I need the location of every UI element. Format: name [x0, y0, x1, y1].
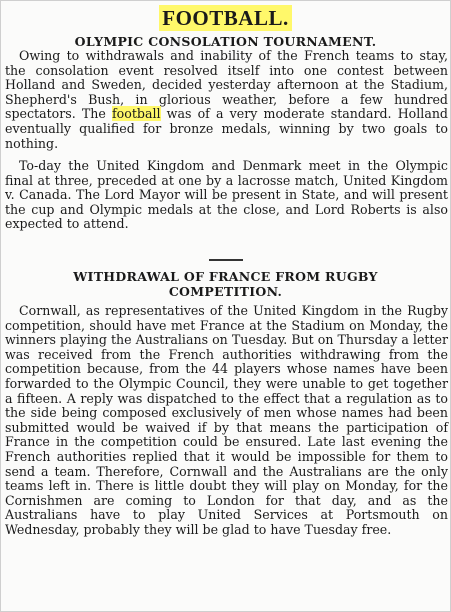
- section-title-line1: WITHDRAWAL OF FRANCE FROM RUGBY: [73, 269, 378, 284]
- paragraph-olympic-final: To-day the United Kingdom and Denmark meet in the Olympic final at three, preceded at one by a lacrosse match, United Kingdom v. Canada. The Lord Mayor will be present in State, and will present the cup and Olympic medals at the close, and Lord Roberts is also expected to attend.: [5, 158, 448, 232]
- headline: FOOTBALL.: [159, 5, 291, 31]
- paragraph-text: Owing to withdrawals and inability of the French teams to stay, the consolation event resolved itself into one contest between Holland and Sweden, decided yesterday afternoon at the Stadium, Shepherd's Bush, in glorious weather, before a few hundred spectators. The: [5, 48, 448, 122]
- section-title-consolation: [1, 34, 450, 49]
- headline-container: [1, 5, 450, 31]
- section-divider: [1, 259, 450, 261]
- paragraph-rugby-withdrawal: Cornwall, as representatives of the United Kingdom in the Rugby competition, should have met France at the Stadium on Monday, the winners playing the Australians on Tuesday. But on Thursday a letter was received from the French authorities withdrawing from the competition because, from the 44 players whose names have been forwarded to the Olympic Council, they were unable to get together a fifteen. A reply was dispatched to the effect that a regulation as to the side being composed exclusively of men whose names had been submitted would be waived if by that means the participation of France in the competition could be ensured. Late last evening the French authorities replied that it would be impossible for them to send a team. Therefore, Cornwall and the Australians are the only teams left in. There is little doubt they will play on Monday, for the Cornishmen are coming to London for that day, and as the Australians have to play United Services at Portsmouth on Wednesday, probably they will be glad to have Tuesday free.: [5, 303, 448, 537]
- paragraph-consolation-result: [1, 49, 451, 151]
- section-title-rugby: [1, 269, 450, 299]
- section-title-line2: COMPETITION.: [168, 284, 283, 299]
- paragraph-text: was of a very moderate standard. Holland eventually qualified for bronze medals, winning by two goals to nothing.: [5, 106, 448, 151]
- highlighted-term: football: [112, 106, 161, 122]
- section-title-text: OLYMPIC CONSOLATION TOURNAMENT.: [74, 34, 377, 49]
- divider-rule: [209, 259, 243, 261]
